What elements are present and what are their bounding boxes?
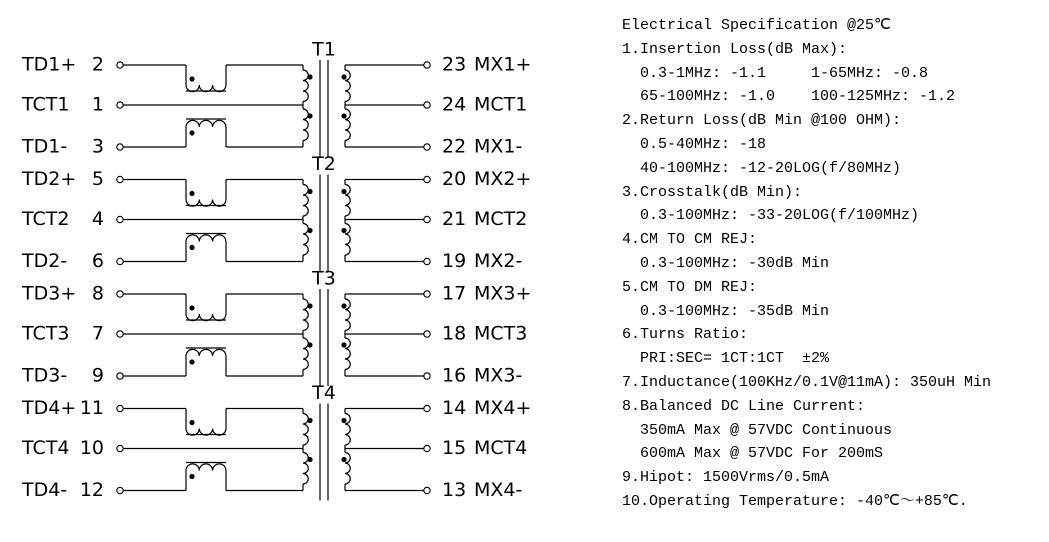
spec-line: 7.Inductance(100KHz/0.1V@11mA): 350uH Min (622, 373, 992, 391)
pin-name: MX1- (474, 135, 523, 158)
pin-name: MX1+ (474, 53, 532, 76)
polarity-dot (189, 245, 194, 250)
spec-line: 0.5-40MHz: -18 (622, 135, 767, 153)
spec-line: 0.3-100MHz: -35dB Min (622, 302, 830, 320)
polarity-dot (189, 474, 194, 479)
polarity-dot (189, 359, 194, 364)
spec-line: 8.Balanced DC Line Current: (622, 397, 866, 415)
secondary-coil (345, 70, 350, 102)
polarity-dot (189, 420, 194, 425)
spec-line: 6.Turns Ratio: (622, 326, 749, 344)
polarity-dot (307, 189, 312, 194)
pin-number: 15 (442, 437, 467, 459)
pin-name: TD1+ (22, 53, 77, 76)
pin-name: MCT3 (474, 322, 528, 345)
pin-name: MCT1 (474, 93, 528, 116)
polarity-dot (189, 130, 194, 135)
spec-line: 9.Hipot: 1500Vrms/0.5mA (622, 469, 830, 487)
pin-terminal (424, 291, 430, 297)
primary-coil (303, 185, 308, 217)
pin-terminal (424, 373, 430, 379)
pin-terminal (117, 144, 123, 150)
pin-terminal (424, 102, 430, 108)
spec-line: 40-100MHz: -12-20LOG(f/80MHz) (622, 159, 902, 177)
spec-line: PRI:SEC= 1CT:1CT ±2% (622, 350, 830, 368)
spec-line: 0.3-100MHz: -33-20LOG(f/100MHz) (622, 207, 920, 225)
pin-terminal (117, 373, 123, 379)
transformer-label: T3 (312, 267, 336, 290)
polarity-dot (189, 191, 194, 196)
pin-name: TD1- (22, 135, 68, 158)
pin-number: 2 (91, 53, 104, 76)
pin-number: 5 (91, 168, 104, 190)
pin-terminal (424, 405, 430, 411)
polarity-dot (307, 342, 312, 347)
polarity-dot (341, 113, 346, 118)
pin-name: MX3- (474, 364, 523, 387)
pin-terminal (117, 291, 123, 297)
primary-coil (303, 414, 308, 446)
polarity-dot (307, 113, 312, 118)
pin-name: MX3+ (474, 282, 532, 305)
spec-line: 0.3-1MHz: -1.1 1-65MHz: -0.8 (622, 64, 929, 82)
pin-number: 24 (442, 93, 467, 116)
pin-number: 4 (91, 208, 104, 230)
polarity-dot (189, 76, 194, 81)
spec-line: 10.Operating Temperature: -40℃～+85℃. (622, 492, 968, 510)
pin-number: 16 (442, 364, 467, 387)
pin-terminal (424, 445, 430, 451)
pin-name: TCT4 (22, 437, 70, 459)
pin-number: 20 (442, 168, 467, 190)
pin-number: 21 (442, 208, 467, 230)
pin-terminal (117, 331, 123, 337)
pin-number: 1 (91, 93, 104, 116)
secondary-coil (345, 109, 350, 141)
spec-line: 5.CM TO DM REJ: (622, 278, 758, 296)
choke-coil (186, 120, 226, 127)
spec-line: 3.Crosstalk(dB Min): (622, 183, 803, 201)
pin-number: 10 (79, 437, 104, 459)
pin-number: 13 (442, 479, 467, 501)
pin-terminal (117, 102, 123, 108)
polarity-dot (189, 305, 194, 310)
pin-name: TD3+ (22, 282, 77, 305)
polarity-dot (307, 228, 312, 233)
spec-line: 4.CM TO CM REJ: (622, 231, 758, 249)
pin-terminal (424, 144, 430, 150)
pin-number: 11 (79, 397, 104, 419)
spec-line: 65-100MHz: -1.0 100-125MHz: -1.2 (622, 88, 956, 106)
pin-terminal (424, 258, 430, 264)
spec-line: 2.Return Loss(dB Min @100 OHM): (622, 112, 902, 130)
pin-number: 17 (442, 282, 467, 305)
pin-terminal (424, 331, 430, 337)
polarity-dot (341, 457, 346, 462)
primary-coil (303, 453, 308, 485)
pin-name: TD4- (22, 479, 68, 501)
spec-line: Electrical Specification @25℃ (622, 17, 891, 34)
pin-number: 7 (91, 322, 104, 345)
pin-number: 6 (91, 250, 104, 272)
pin-terminal (424, 216, 430, 222)
polarity-dot (341, 418, 346, 423)
pin-number: 9 (91, 364, 104, 387)
pin-terminal (424, 176, 430, 182)
pin-name: MX4+ (474, 397, 532, 419)
pin-name: MCT2 (474, 208, 528, 230)
pin-number: 12 (79, 479, 104, 501)
transformer-label: T4 (312, 382, 336, 404)
primary-coil (303, 338, 308, 370)
spec-line: 0.3-100MHz: -30dB Min (622, 254, 830, 272)
pin-name: TCT3 (22, 322, 70, 345)
pin-terminal (117, 62, 123, 68)
polarity-dot (341, 228, 346, 233)
transformer-label: T2 (312, 153, 336, 175)
polarity-dot (341, 342, 346, 347)
secondary-coil (345, 299, 350, 331)
pin-name: TCT1 (22, 93, 70, 116)
spec-line: 350mA Max @ 57VDC Continuous (622, 421, 893, 439)
pin-number: 23 (442, 53, 467, 76)
pin-name: TD4+ (22, 397, 77, 419)
pin-name: MX2+ (474, 168, 532, 190)
primary-coil (303, 70, 308, 102)
polarity-dot (307, 418, 312, 423)
choke-coil (186, 349, 226, 356)
pin-terminal (424, 487, 430, 493)
pin-number: 22 (442, 135, 467, 158)
pin-number: 8 (91, 282, 104, 305)
pin-name: TD2- (22, 250, 68, 272)
pin-terminal (117, 176, 123, 182)
pin-name: MX4- (474, 479, 523, 501)
primary-coil (303, 224, 308, 256)
secondary-coil (345, 453, 350, 485)
pin-terminal (117, 216, 123, 222)
polarity-dot (341, 303, 346, 308)
secondary-coil (345, 224, 350, 256)
transformer-label: T1 (312, 38, 336, 61)
pin-number: 18 (442, 322, 467, 345)
pin-name: TD3- (22, 364, 68, 387)
pin-terminal (424, 62, 430, 68)
primary-coil (303, 299, 308, 331)
pin-terminal (117, 258, 123, 264)
secondary-coil (345, 185, 350, 217)
pin-name: MX2- (474, 250, 523, 272)
pin-terminal (117, 487, 123, 493)
polarity-dot (307, 74, 312, 79)
polarity-dot (341, 189, 346, 194)
pin-name: TCT2 (22, 208, 70, 230)
choke-coil (186, 464, 226, 471)
pin-name: MCT4 (474, 437, 528, 459)
polarity-dot (341, 74, 346, 79)
pin-number: 19 (442, 250, 467, 272)
electrical-specification (622, 14, 1047, 514)
pin-number: 3 (91, 135, 104, 158)
pin-name: TD2+ (22, 168, 77, 190)
polarity-dot (307, 303, 312, 308)
secondary-coil (345, 338, 350, 370)
spec-line: 1.Insertion Loss(dB Max): (622, 40, 848, 58)
pin-terminal (117, 445, 123, 451)
choke-coil (186, 235, 226, 242)
secondary-coil (345, 414, 350, 446)
pin-terminal (117, 405, 123, 411)
spec-line: 600mA Max @ 57VDC For 200mS (622, 445, 884, 463)
primary-coil (303, 109, 308, 141)
polarity-dot (307, 457, 312, 462)
pin-number: 14 (442, 397, 467, 419)
